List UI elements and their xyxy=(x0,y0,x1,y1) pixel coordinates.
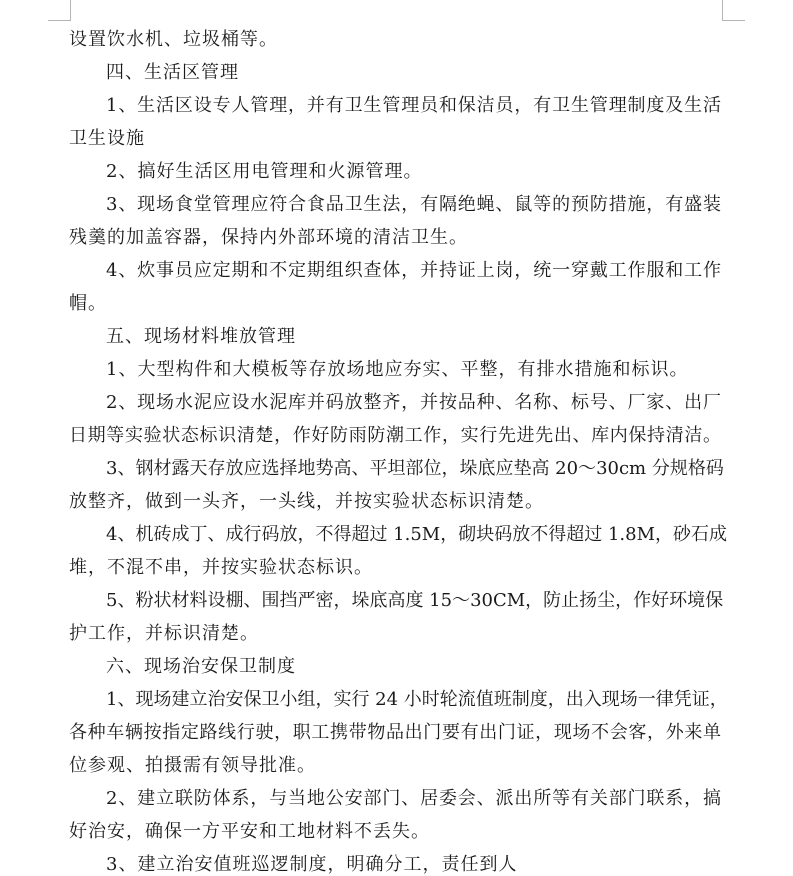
section-heading: 六、现场治安保卫制度 xyxy=(106,656,296,677)
margin-corner-mark-left xyxy=(48,0,71,21)
section-heading: 四、生活区管理 xyxy=(106,62,239,83)
text-line: 4、炊事员应定期和不定期组织查体，并持证上岗，统一穿戴工作服和工作 xyxy=(106,260,721,281)
text-line: 堆，不混不串，并按实验状态标识。 xyxy=(69,557,373,578)
text-line: 设置饮水机、垃圾桶等。 xyxy=(69,29,278,50)
text-line: 1、大型构件和大模板等存放场地应夯实、平整，有排水措施和标识。 xyxy=(106,359,689,380)
section-heading: 五、现场材料堆放管理 xyxy=(106,326,296,347)
text-line: 护工作，并标识清楚。 xyxy=(69,623,259,644)
text-line: 放整齐，做到一头齐，一头线，并按实验状态标识清楚。 xyxy=(69,491,544,512)
text-line: 1、现场建立治安保卫小组，实行 24 小时轮流值班制度，出入现场一律凭证， xyxy=(106,689,728,710)
text-line: 2、搞好生活区用电管理和火源管理。 xyxy=(106,161,423,182)
text-line: 好治安，确保一方平安和工地材料不丢失。 xyxy=(69,821,430,842)
text-line: 5、粉状材料设棚、围挡严密，垛底高度 15～30CM，防止扬尘，作好环境保 xyxy=(106,590,724,611)
text-line: 2、建立联防体系，与当地公安部门、居委会、派出所等有关部门联系，搞 xyxy=(106,788,721,809)
text-line: 4、机砖成丁、成行码放，不得超过 1.5M，砌块码放不得超过 1.8M，砂石成 xyxy=(106,524,728,545)
text-line: 各种车辆按指定路线行驶，职工携带物品出门要有出门证，现场不会客，外来单 xyxy=(69,722,721,743)
text-line: 2、现场水泥应设水泥库并码放整齐，并按品种、名称、标号、厂家、出厂 xyxy=(106,392,721,413)
text-line: 1、生活区设专人管理，并有卫生管理员和保洁员，有卫生管理制度及生活 xyxy=(106,95,721,116)
text-line: 3、钢材露天存放应选择地势高、平坦部位，垛底应垫高 20～30cm 分规格码 xyxy=(106,458,724,479)
text-line: 卫生设施 xyxy=(69,128,145,149)
margin-corner-mark-right xyxy=(722,0,745,21)
text-line: 帽。 xyxy=(69,293,107,314)
text-line: 残羹的加盖容器，保持内外部环境的清洁卫生。 xyxy=(69,227,468,248)
text-line: 位参观、拍摄需有领导批准。 xyxy=(69,755,316,776)
text-line: 3、建立治安值班巡逻制度，明确分工，责任到人 xyxy=(106,854,518,875)
text-line: 日期等实验状态标识清楚，作好防雨防潮工作，实行先进先出、库内保持清洁。 xyxy=(69,425,721,446)
text-line: 3、现场食堂管理应符合食品卫生法，有隔绝蝇、鼠等的预防措施，有盛装 xyxy=(106,194,721,215)
